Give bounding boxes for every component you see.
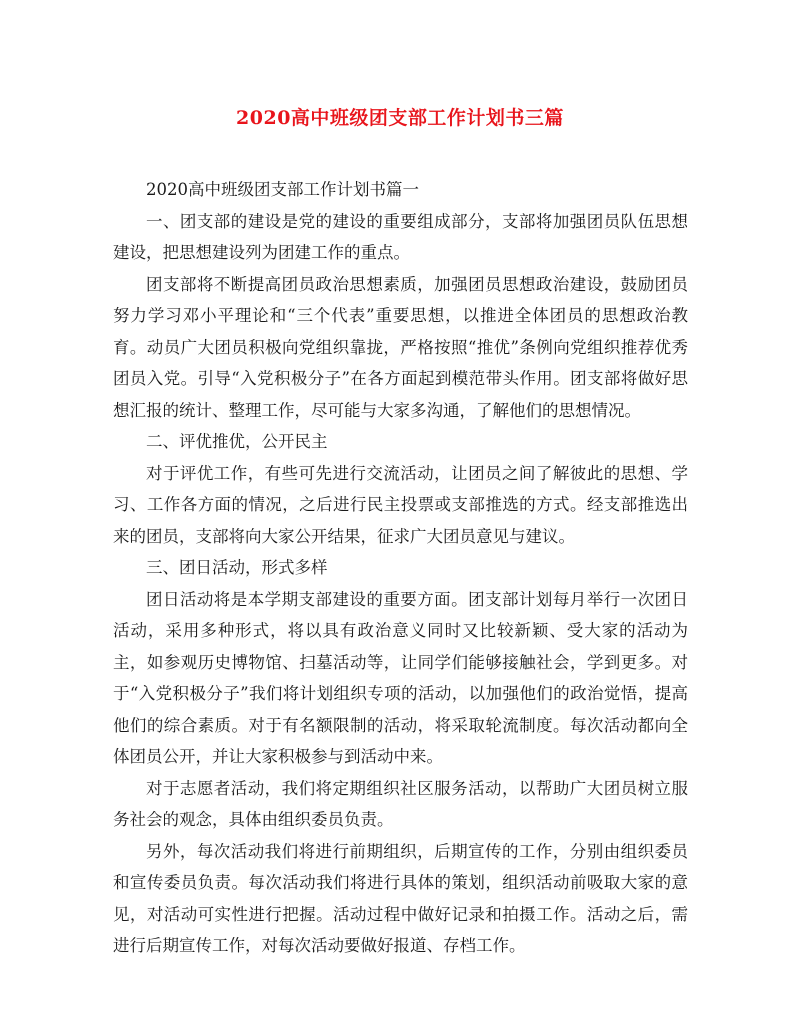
paragraph: 对于评优工作，有些可先进行交流活动，让团员之间了解彼此的思想、学习、工作各方面的情况，之后进行民主投票或支部推选的方式。经支部推选出来的团员，支部将向大家公开结果，征求广大团员意见与建议。 [113,463,688,546]
section-heading: 三、团日活动，形式多样 [146,558,328,577]
paragraph: 团支部将不断提高团员政治思想素质，加强团员思想政治建设，鼓励团员努力学习邓小平理论和“三个代表”重要思想，以推进全体团员的思想政治教育。动员广大团员积极向党组织靠拢，严格按照“推优”条例向党组织推荐优秀团员入党。引导“入党积极分子”在各方面起到模范带头作用。团支部将做好思想汇报的统计、整理工作，尽可能与大家多沟通，了解他们的思想情况。 [113,274,688,420]
paragraph: 对于志愿者活动，我们将定期组织社区服务活动，以帮助广大团员树立服务社会的观念，具体由组织委员负责。 [113,778,688,829]
paragraph: 另外，每次活动我们将进行前期组织，后期宣传的工作，分别由组织委员和宣传委员负责。每次活动我们将进行具体的策划，组织活动前吸取大家的意见，对活动可实性进行把握。活动过程中做好记录和拍摄工作。活动之后，需进行后期宣传工作，对每次活动要做好报道、存档工作。 [113,841,688,955]
paragraph: 一、团支部的建设是党的建设的重要组成部分，支部将加强团员队伍思想建设，把思想建设列为团建工作的重点。 [113,211,688,262]
document-body [113,174,688,962]
section-heading: 二、评优推优，公开民主 [146,432,328,451]
paragraph: 团日活动将是本学期支部建设的重要方面。团支部计划每月举行一次团日活动，采用多种形式，将以具有政治意义同时又比较新颖、受大家的活动为主，如参观历史博物馆、扫墓活动等，让同学们能够接触社会，学到更多。对于“入党积极分子”我们将计划组织专项的活动，以加强他们的政治觉悟，提高他们的综合素质。对于有名额限制的活动，将采取轮流制度。每次活动都向全体团员公开，并让大家积极参与到活动中来。 [113,589,688,766]
section-heading: 2020高中班级团支部工作计划书篇一 [146,180,419,199]
document-title: 2020高中班级团支部工作计划书三篇 [236,107,564,129]
